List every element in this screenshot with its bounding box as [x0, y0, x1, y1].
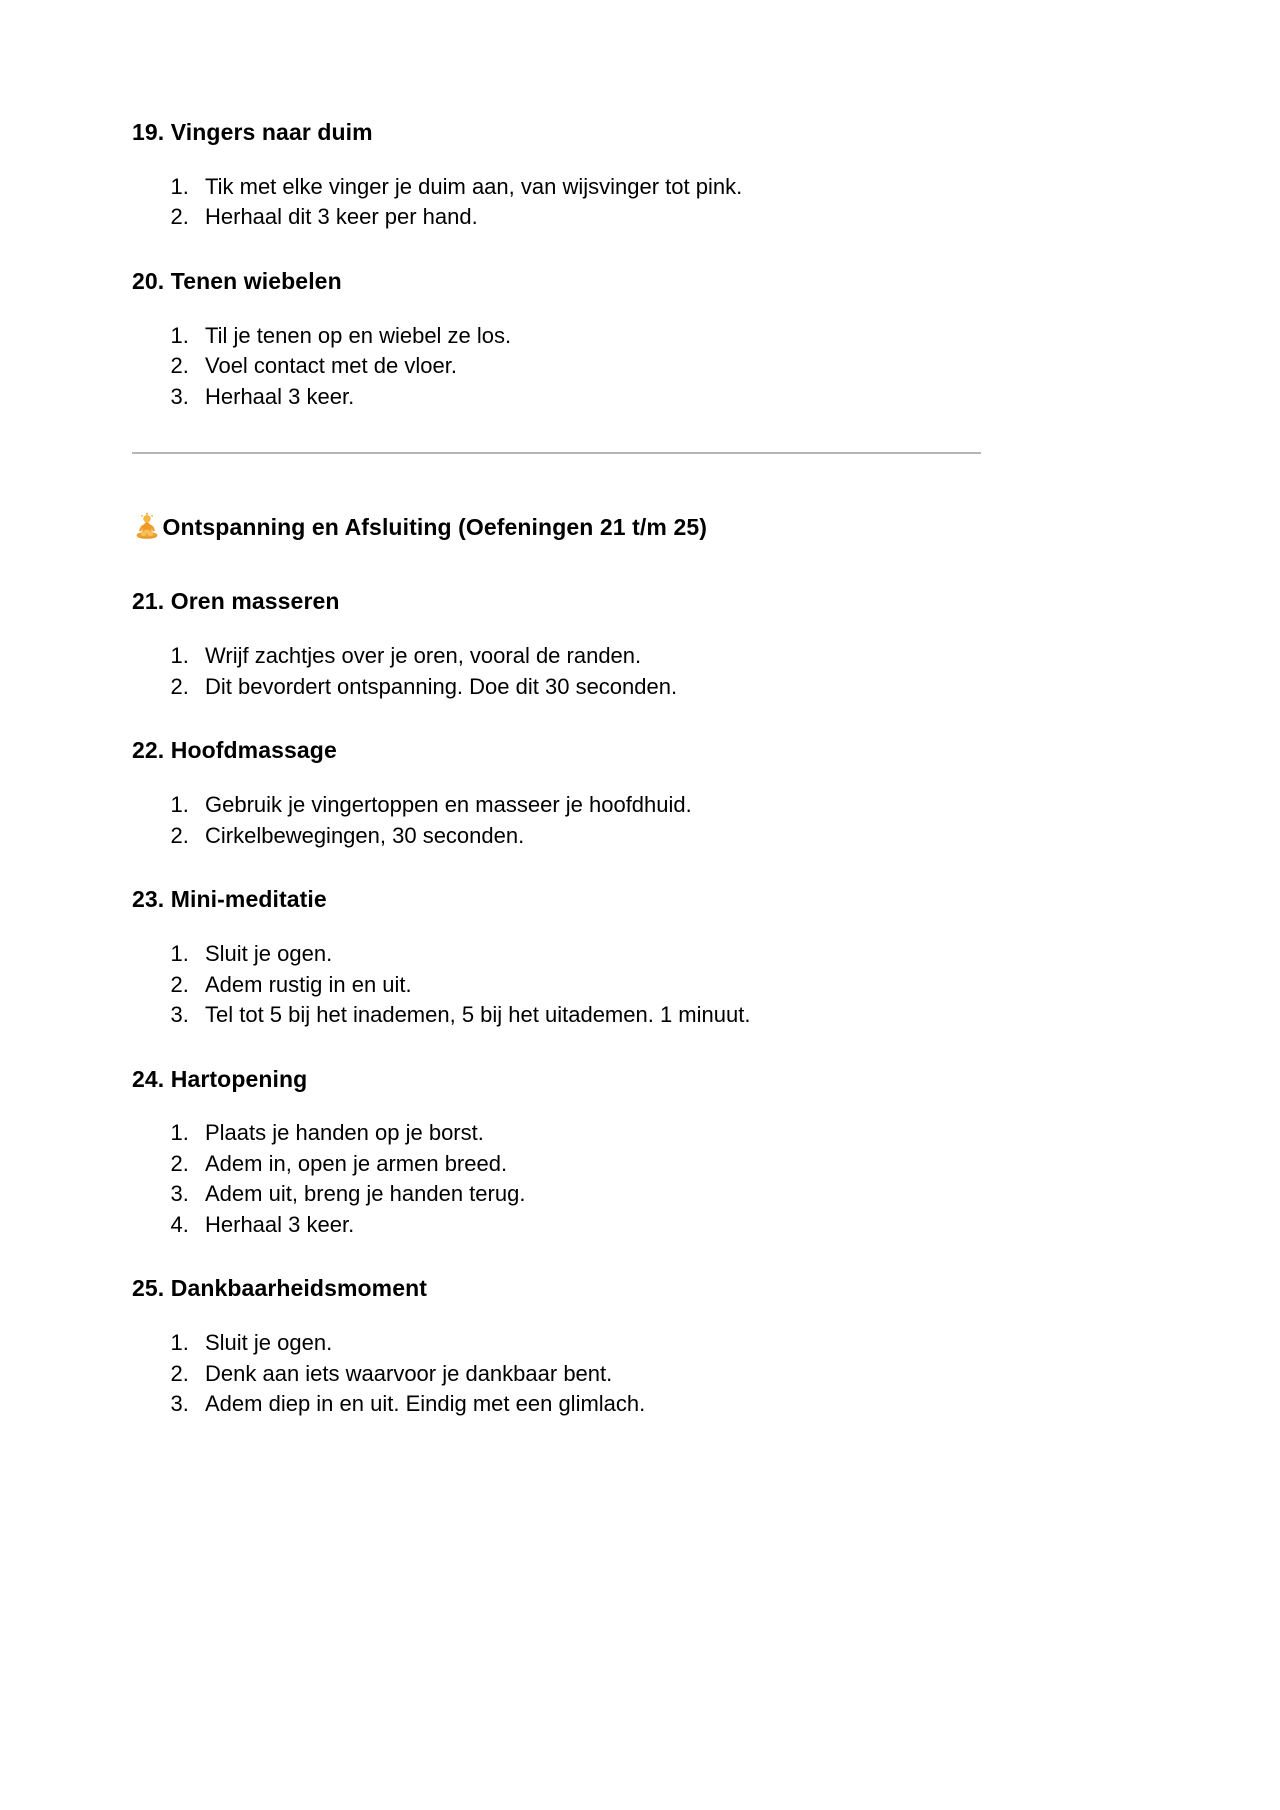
group-heading: [132, 510, 1152, 543]
spacer: [132, 1304, 1152, 1328]
exercise-heading-21: 21. Oren masseren: [132, 588, 340, 615]
spacer: [132, 766, 1152, 790]
spacer: [132, 1240, 1152, 1274]
exercise-block-24: [132, 1065, 1152, 1241]
exercise-heading-24: 24. Hartopening: [132, 1065, 308, 1092]
spacer: [132, 297, 1152, 321]
exercise-steps-21: [132, 641, 1152, 702]
spacer: [132, 617, 1152, 641]
list-item: 2. Cirkelbewegingen, 30 seconden.: [195, 821, 1152, 852]
list-item: 1. Tik met elke vinger je duim aan, van wijsvinger tot pink.: [195, 172, 1152, 203]
list-item: 3. Adem diep in en uit. Eindig met een glimlach.: [195, 1389, 1152, 1420]
list-item: 2. Adem rustig in en uit.: [195, 970, 1152, 1001]
exercise-block-25: [132, 1274, 1152, 1419]
spacer: [132, 454, 1152, 510]
exercise-block-23: [132, 885, 1152, 1030]
list-item: 3. Adem uit, breng je handen terug.: [195, 1179, 1152, 1210]
list-item: 1. Sluit je ogen.: [195, 939, 1152, 970]
spacer: [132, 233, 1152, 267]
exercise-steps-25: [132, 1328, 1152, 1420]
list-item: 2. Dit bevordert ontspanning. Doe dit 30 seconden.: [195, 672, 1152, 703]
spacer: [132, 543, 1152, 587]
list-item: 1. Wrijf zachtjes over je oren, vooral de randen.: [195, 641, 1152, 672]
exercise-steps-19: [132, 172, 1152, 233]
exercise-steps-22: [132, 790, 1152, 851]
exercise-steps-24: [132, 1118, 1152, 1240]
list-item: 3. Herhaal 3 keer.: [195, 382, 1152, 413]
exercise-block-21: [132, 587, 1152, 702]
exercise-block-22: [132, 736, 1152, 851]
list-item: 1. Gebruik je vingertoppen en masseer je hoofdhuid.: [195, 790, 1152, 821]
spacer: [132, 1031, 1152, 1065]
list-item: 2. Voel contact met de vloer.: [195, 351, 1152, 382]
exercise-heading-19: 19. Vingers naar duim: [132, 119, 373, 145]
exercise-heading-22: 22. Hoofdmassage: [132, 737, 337, 764]
list-item: 2. Adem in, open je armen breed.: [195, 1149, 1152, 1180]
group-heading-label: Ontspanning en Afsluiting (Oefeningen 21 t/m 25): [162, 514, 707, 541]
list-item: 1. Sluit je ogen.: [195, 1328, 1152, 1359]
spacer: [132, 915, 1152, 939]
spacer: [132, 148, 1152, 172]
list-item: 2. Herhaal dit 3 keer per hand.: [195, 202, 1152, 233]
exercise-block-20: [132, 267, 1152, 412]
exercise-heading-20: 20. Tenen wiebelen: [132, 267, 342, 294]
spacer: [132, 412, 1152, 452]
list-item: 3. Tel tot 5 bij het inademen, 5 bij het uitademen. 1 minuut.: [195, 1000, 1152, 1031]
exercise-heading-25: 25. Dankbaarheidsmoment: [132, 1275, 428, 1302]
list-item: 4. Herhaal 3 keer.: [195, 1210, 1152, 1241]
list-item: 1. Til je tenen op en wiebel ze los.: [195, 321, 1152, 352]
exercise-heading-23: 23. Mini-meditatie: [132, 886, 327, 913]
exercise-steps-23: [132, 939, 1152, 1031]
exercise-block-19: [132, 118, 1152, 233]
list-item: 1. Plaats je handen op je borst.: [195, 1118, 1152, 1149]
person-in-lotus-position-icon: [132, 512, 162, 542]
spacer: [132, 1094, 1152, 1118]
spacer: [132, 851, 1152, 885]
spacer: [132, 702, 1152, 736]
exercise-steps-20: [132, 321, 1152, 413]
list-item: 2. Denk aan iets waarvoor je dankbaar bent.: [195, 1359, 1152, 1390]
